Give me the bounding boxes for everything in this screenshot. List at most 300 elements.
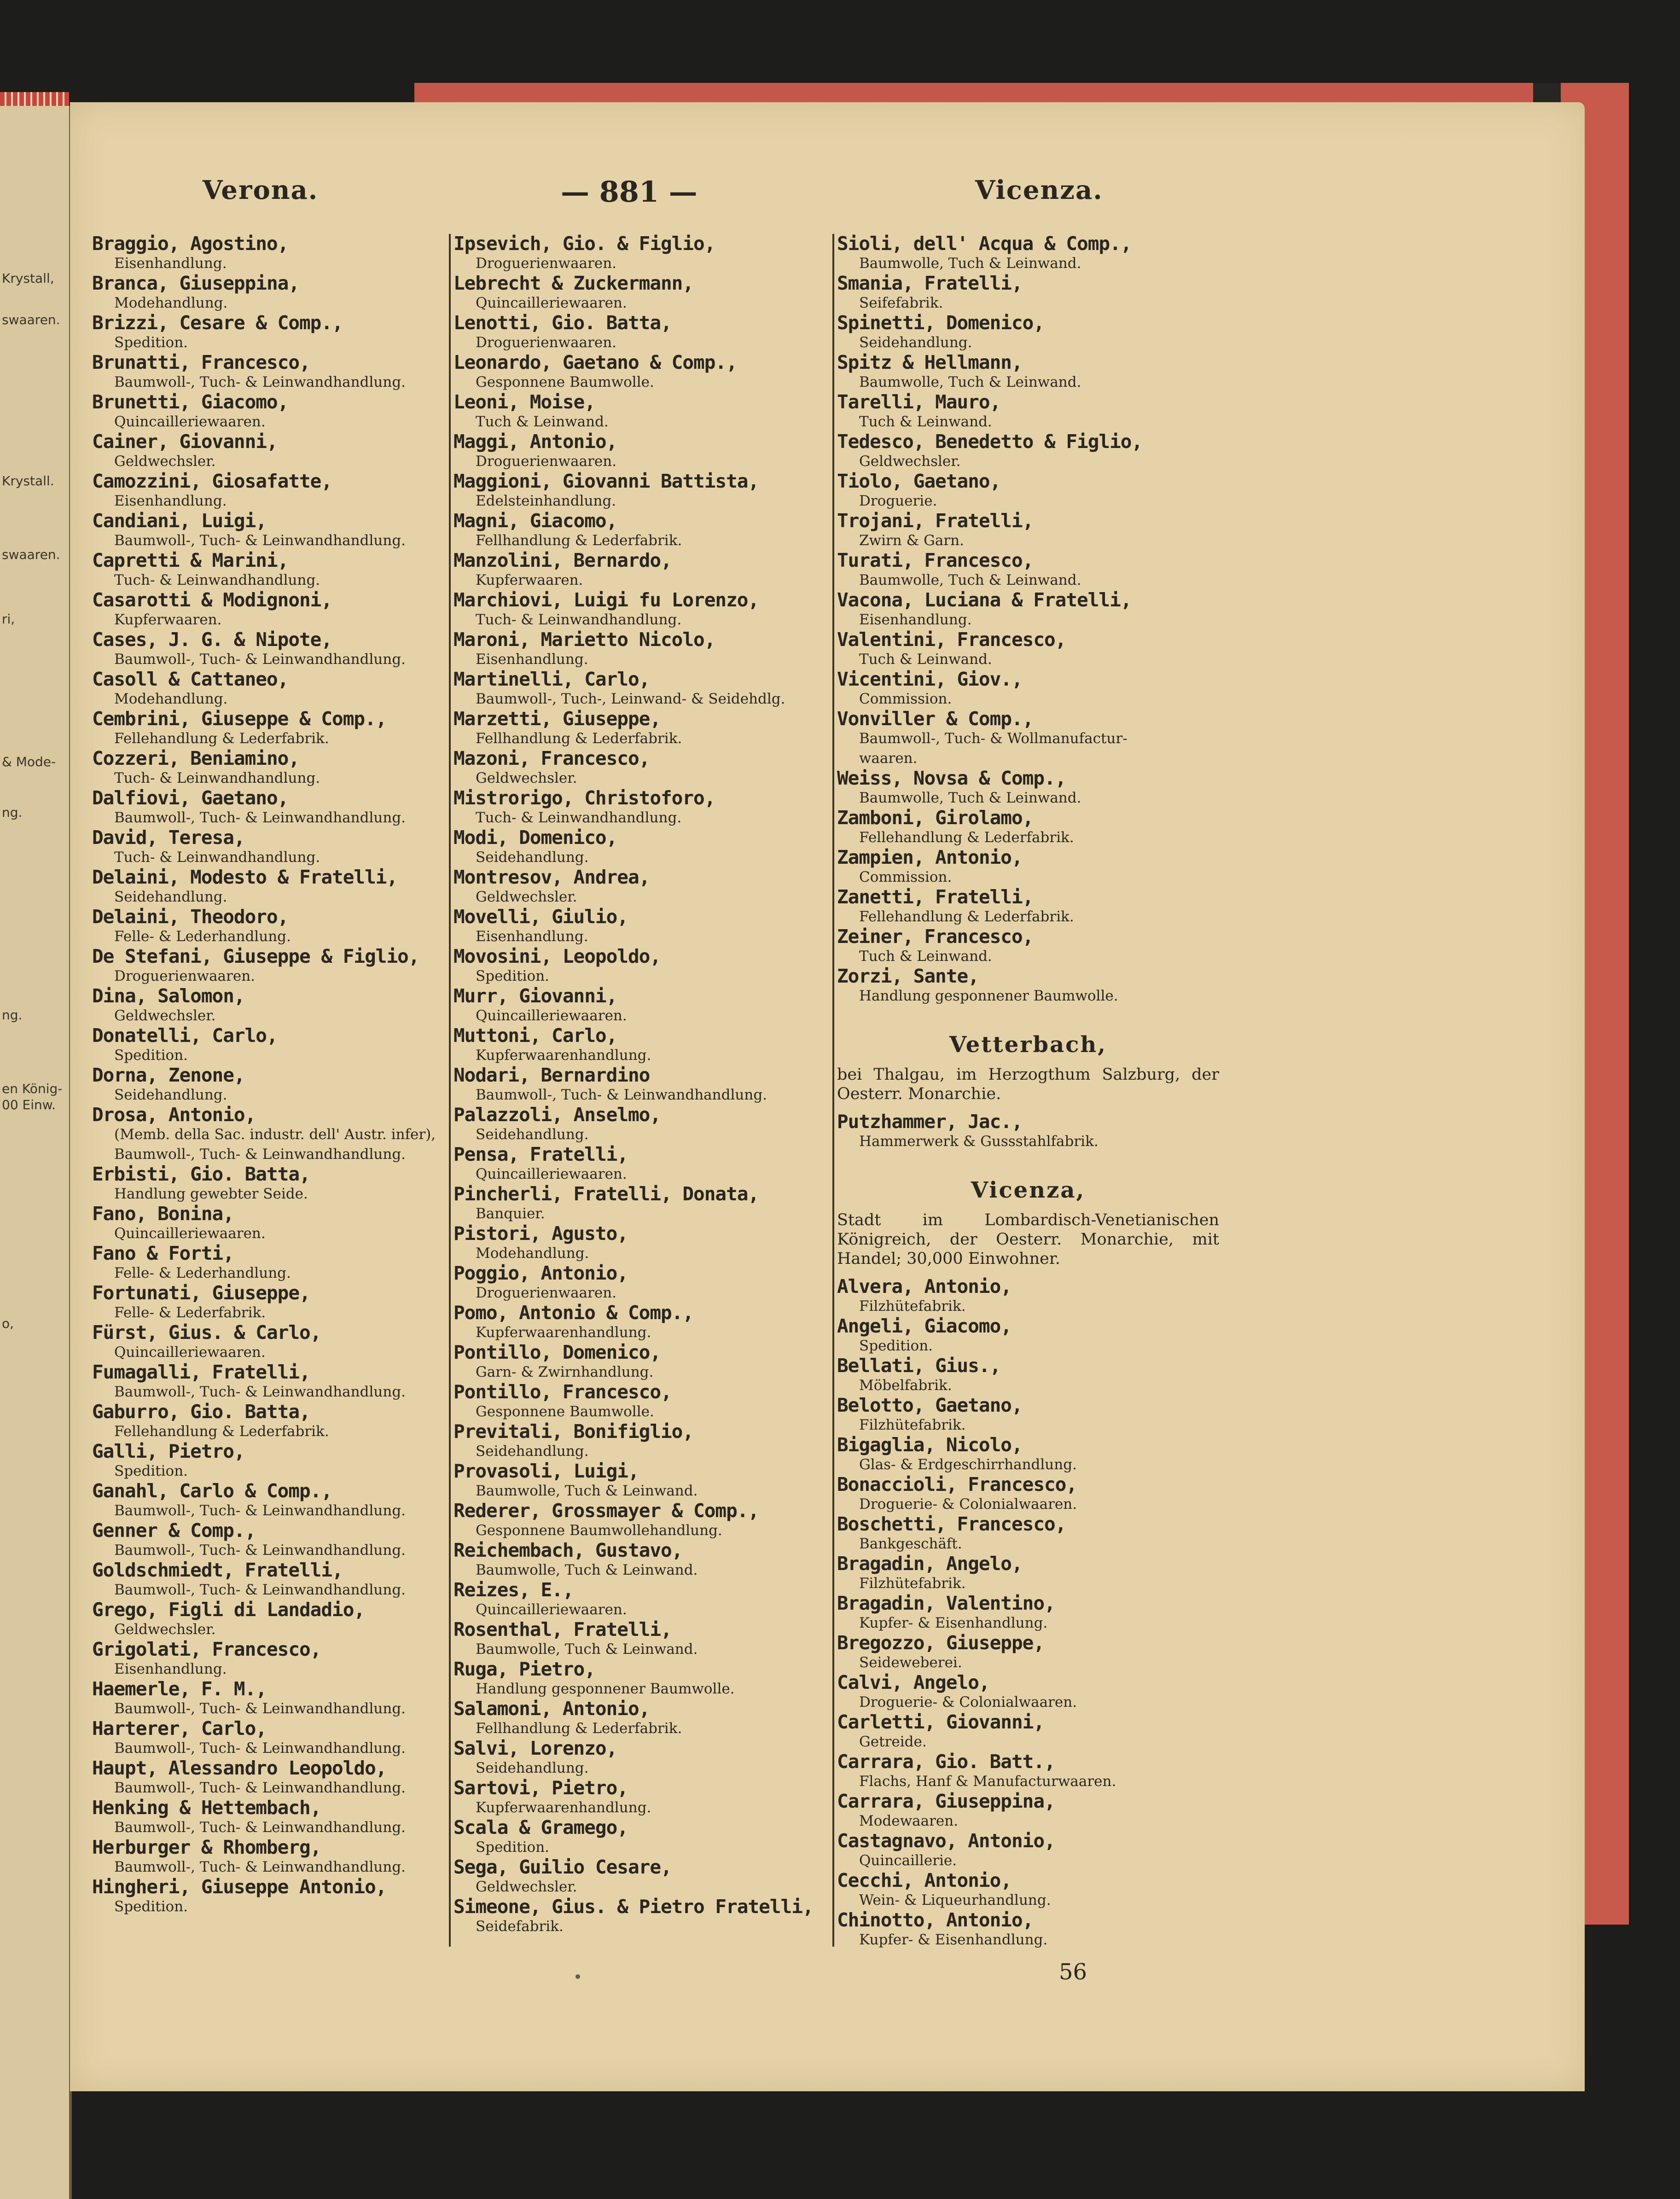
entry-description: Fellehandlung & Lederfabrik.	[859, 829, 1074, 846]
directory-entry	[92, 1521, 442, 1560]
entry-name: Zanetti, Fratelli,	[837, 886, 1034, 908]
entry-name: Calvi, Angelo,	[837, 1671, 990, 1693]
entry-description: Kupfer- & Eisenhandlung.	[859, 1615, 1048, 1631]
entry-description: Baumwoll-, Tuch- & Leinwandhandlung.	[114, 1780, 406, 1796]
directory-entry	[453, 630, 831, 669]
directory-entry	[837, 511, 1219, 551]
entry-name: Brunetti, Giacomo,	[92, 391, 289, 413]
directory-entry	[837, 1396, 1219, 1435]
directory-entry	[92, 867, 442, 907]
entry-description: Kupferwaaren.	[114, 611, 222, 628]
directory-entry	[92, 1481, 442, 1521]
entry-description: Geldwechsler.	[859, 453, 961, 470]
entry-description: Felle- & Lederhandlung.	[114, 1265, 291, 1281]
entry-description: Baumwolle, Tuch & Leinwand.	[859, 255, 1081, 272]
directory-entry	[92, 1560, 442, 1600]
entry-name: Dorna, Zenone,	[92, 1064, 245, 1086]
entry-description: Tuch- & Leinwandhandlung.	[476, 611, 682, 628]
entry-name: Maggioni, Giovanni Battista,	[453, 470, 759, 492]
directory-entry	[453, 1580, 831, 1620]
entry-description: Zwirn & Garn.	[859, 532, 964, 549]
entry-name: Montresov, Andrea,	[453, 866, 650, 888]
entry-name: Galli, Pietro,	[92, 1440, 245, 1462]
entry-description: Seidehandlung.	[476, 1443, 589, 1460]
entry-name: Angeli, Giacomo,	[837, 1315, 1011, 1337]
entry-description: Seidehandlung.	[476, 1760, 589, 1776]
entry-name: Zamboni, Girolamo,	[837, 807, 1034, 829]
directory-entry	[837, 273, 1219, 313]
entry-description: Quincailleriewaaren.	[476, 1601, 627, 1618]
directory-entry	[453, 1026, 831, 1065]
directory-entry	[453, 1541, 831, 1580]
entry-description: Eisenhandlung.	[114, 1661, 227, 1677]
entry-name: Belotto, Gaetano,	[837, 1394, 1023, 1416]
directory-entry	[92, 1798, 442, 1838]
directory-entry	[837, 1514, 1219, 1554]
entry-description: Seidehandlung.	[114, 889, 227, 905]
entry-name: Bregozzo, Giuseppe,	[837, 1632, 1044, 1654]
previous-page-text-fragment: 00 Einw.	[2, 1097, 56, 1112]
entry-description: Eisenhandlung.	[859, 611, 972, 628]
entry-description: Baumwoll-, Tuch- & Leinwandhandlung.	[114, 1384, 406, 1400]
directory-entry	[453, 511, 831, 551]
header-right-city: Vicenza.	[975, 175, 1103, 205]
previous-page-text-fragment: ri,	[2, 611, 15, 627]
directory-entry	[453, 1343, 831, 1382]
entry-description: Quincaillerie.	[859, 1852, 957, 1869]
entry-description: Kupferwaarenhandlung.	[476, 1799, 651, 1816]
entry-name: Haemerle, F. M.,	[92, 1678, 267, 1700]
directory-entry	[837, 1554, 1219, 1594]
entry-description: Commission.	[859, 869, 952, 885]
entry-name: Salamoni, Antonio,	[453, 1698, 650, 1720]
entry-name: Carrara, Giuseppina,	[837, 1790, 1055, 1812]
directory-entry	[92, 669, 442, 709]
entry-description: Baumwoll-, Tuch- & Leinwandhandlung.	[114, 1859, 406, 1875]
entry-name: De Stefani, Giuseppe & Figlio,	[92, 945, 419, 967]
column-2	[449, 234, 831, 1947]
directory-entry	[837, 432, 1219, 471]
directory-entry	[837, 709, 1219, 768]
entry-description: Filzhütefabrik.	[859, 1298, 966, 1315]
directory-entry	[453, 471, 831, 511]
directory-entry	[453, 1659, 831, 1699]
directory-entry	[92, 1362, 442, 1402]
directory-entry	[453, 432, 831, 471]
entry-description: Baumwoll-, Tuch- & Leinwandhandlung.	[114, 1819, 406, 1836]
entry-description: Quincailleriewaaren.	[114, 1344, 266, 1361]
directory-entry	[92, 1204, 442, 1244]
entry-description: Tuch & Leinwand.	[476, 413, 609, 430]
directory-entry	[453, 788, 831, 828]
entry-name: Goldschmiedt, Fratelli,	[92, 1559, 343, 1581]
directory-entry	[837, 1910, 1219, 1950]
entry-name: Ipsevich, Gio. & Figlio,	[453, 233, 715, 255]
directory-entry	[837, 551, 1219, 590]
entry-description: Hammerwerk & Gussstahlfabrik.	[859, 1133, 1099, 1150]
entry-name: Delaini, Modesto & Fratelli,	[92, 866, 398, 888]
entry-name: Sartovi, Pietro,	[453, 1777, 628, 1799]
entry-name: Previtali, Bonifiglio,	[453, 1420, 694, 1443]
entry-name: Pontillo, Francesco,	[453, 1381, 672, 1403]
section-note-vetterbach: bei Thalgau, im Herzogthum Salzburg, der Oesterr. Monarchie.	[837, 1065, 1219, 1103]
entry-description: Baumwoll-, Tuch-, Leinwand- & Seidehdlg.	[476, 691, 785, 707]
entry-name: Putzhammer, Jac.,	[837, 1111, 1023, 1133]
entry-name: Boschetti, Francesco,	[837, 1513, 1066, 1535]
entry-description: Tuch & Leinwand.	[859, 651, 992, 668]
directory-entry	[453, 867, 831, 907]
entry-description: Flachs, Hanf & Manufacturwaaren.	[859, 1773, 1116, 1790]
directory-entry	[453, 1422, 831, 1461]
entry-description: Baumwoll-, Tuch- & Leinwandhandlung.	[114, 1542, 406, 1559]
entry-name: Reichembach, Gustavo,	[453, 1539, 683, 1561]
directory-entry	[837, 1673, 1219, 1712]
directory-entry	[453, 273, 831, 313]
entry-name: Pincherli, Fratelli, Donata,	[453, 1183, 759, 1205]
entry-name: Genner & Comp.,	[92, 1519, 256, 1542]
directory-entry	[92, 1600, 442, 1640]
entry-name: Bonaccioli, Francesco,	[837, 1473, 1077, 1495]
entry-name: Manzolini, Bernardo,	[453, 549, 672, 571]
entry-description: Quincailleriewaaren.	[476, 295, 627, 311]
entry-name: Vacona, Luciana & Fratelli,	[837, 589, 1132, 611]
directory-entry	[453, 1382, 831, 1422]
entry-name: Alvera, Antonio,	[837, 1275, 1011, 1297]
directory-entry	[837, 234, 1219, 273]
entry-name: Turati, Francesco,	[837, 549, 1034, 571]
entry-description: Baumwoll-, Tuch- & Leinwandhandlung.	[114, 1582, 406, 1598]
directory-entry	[453, 1263, 831, 1303]
directory-entry	[837, 1752, 1219, 1792]
directory-entry	[453, 907, 831, 947]
entry-description: Droguerie- & Colonialwaaren.	[859, 1694, 1077, 1710]
entry-name: Provasoli, Luigi,	[453, 1460, 639, 1482]
directory-entry	[453, 1897, 831, 1937]
entry-description: Modehandlung.	[476, 1245, 589, 1262]
entry-name: Murr, Giovanni,	[453, 985, 617, 1007]
directory-entry	[92, 353, 442, 392]
entry-name: Vonviller & Comp.,	[837, 708, 1034, 730]
entry-description: Getreide.	[859, 1734, 927, 1750]
directory-entry	[453, 749, 831, 788]
entry-name: Magni, Giacomo,	[453, 510, 617, 532]
entry-name: Leonardo, Gaetano & Comp.,	[453, 351, 737, 373]
entry-description: Spedition.	[476, 968, 550, 984]
section-note-vicenza: Stadt im Lombardisch-Venetianischen Königreich, der Oesterr. Monarchie, mit Handel; 30,000 Einwohner.	[837, 1211, 1219, 1268]
entry-name: Maggi, Antonio,	[453, 430, 617, 453]
directory-entry	[92, 630, 442, 669]
entry-description: Tuch- & Leinwandhandlung.	[114, 770, 320, 786]
directory-entry	[837, 1435, 1219, 1475]
entry-name: Zeiner, Francesco,	[837, 925, 1034, 948]
entry-name: Rosenthal, Fratelli,	[453, 1618, 672, 1641]
entry-name: Hingheri, Giuseppe Antonio,	[92, 1876, 387, 1898]
entry-description: Eisenhandlung.	[114, 493, 227, 509]
directory-entry	[837, 1356, 1219, 1396]
entry-description: Baumwoll-, Tuch- & Leinwandhandlung.	[114, 374, 406, 390]
entry-description: Baumwoll-, Tuch- & Leinwandhandlung.	[114, 532, 406, 549]
entry-description: Edelsteinhandlung.	[476, 493, 616, 509]
entry-name: Ruga, Pietro,	[453, 1658, 595, 1680]
entry-description: Bankgeschäft.	[859, 1536, 962, 1552]
entry-description: Felle- & Lederfabrik.	[114, 1304, 266, 1321]
entry-description: Kupferwaaren.	[476, 572, 583, 588]
directory-entry	[453, 1303, 831, 1343]
entry-name: Fumagalli, Fratelli,	[92, 1361, 310, 1383]
entry-name: Casarotti & Modignoni,	[92, 589, 332, 611]
entry-description: Quincailleriewaaren.	[476, 1166, 627, 1182]
previous-page-text-fragment: en König-	[2, 1081, 63, 1096]
directory-entry	[92, 1679, 442, 1719]
header-page-number: — 881 —	[561, 175, 698, 209]
entry-description: Fellehandlung & Lederfabrik.	[114, 1423, 329, 1440]
previous-page-text-fragment: swaaren.	[2, 312, 60, 327]
directory-entry	[837, 887, 1219, 927]
entry-name: Fano, Bonina,	[92, 1203, 234, 1225]
directory-entry	[453, 1699, 831, 1739]
entry-name: Brizzi, Cesare & Comp.,	[92, 312, 343, 334]
entry-name: Tedesco, Benedetto & Figlio,	[837, 430, 1143, 453]
entry-name: Rederer, Grossmayer & Comp.,	[453, 1500, 759, 1522]
entry-description: Baumwolle, Tuch & Leinwand.	[859, 374, 1081, 390]
directory-entry	[837, 1792, 1219, 1831]
directory-entry	[92, 551, 442, 590]
previous-page-text-fragment: Krystall.	[2, 473, 54, 489]
entry-name: Haupt, Alessandro Leopoldo,	[92, 1757, 387, 1779]
directory-entry	[453, 1739, 831, 1778]
directory-entry	[92, 234, 442, 273]
directory-entry	[837, 313, 1219, 353]
directory-entry	[453, 590, 831, 630]
directory-entry	[453, 1857, 831, 1897]
signature-number: 56	[1059, 1959, 1087, 1985]
entry-name: Grego, Figli di Landadio,	[92, 1599, 365, 1621]
entry-name: Casoll & Cattaneo,	[92, 668, 289, 690]
entry-description: Kupferwaarenhandlung.	[476, 1324, 651, 1341]
entry-description: Spedition.	[114, 1898, 188, 1915]
entry-name: Scala & Gramego,	[453, 1816, 628, 1838]
entry-name: Sega, Guilio Cesare,	[453, 1856, 672, 1878]
entry-description: Baumwoll-, Tuch- & Leinwandhandlung.	[114, 651, 406, 668]
directory-entry	[92, 709, 442, 749]
directory-entry	[453, 1778, 831, 1818]
directory-entry	[837, 669, 1219, 709]
entry-description: Seideweberei.	[859, 1654, 962, 1671]
entry-name: Dina, Salomon,	[92, 985, 245, 1007]
entry-description: Spedition.	[476, 1839, 550, 1856]
entry-description: Glas- & Erdgeschirrhandlung.	[859, 1456, 1077, 1473]
entry-description: Tuch & Leinwand.	[859, 413, 992, 430]
directory-entry	[453, 1501, 831, 1541]
entry-name: Carrara, Gio. Batt.,	[837, 1751, 1055, 1773]
entry-name: Pistori, Agusto,	[453, 1222, 628, 1245]
entry-name: Zorzi, Sante,	[837, 965, 979, 987]
entry-description: Baumwoll-, Tuch- & Wollmanufactur-	[859, 730, 1128, 747]
directory-entry	[837, 590, 1219, 630]
directory-entry	[92, 1838, 442, 1877]
entry-description: Geldwechsler.	[476, 770, 577, 786]
entry-name: Movelli, Giulio,	[453, 906, 628, 928]
column-1	[92, 234, 442, 1917]
entry-name: Trojani, Fratelli,	[837, 510, 1034, 532]
entry-name: Camozzini, Giosafatte,	[92, 470, 332, 492]
directory-entry	[92, 788, 442, 828]
entry-description: Spedition.	[859, 1338, 933, 1354]
directory-entry	[453, 986, 831, 1026]
entry-name: Bigaglia, Nicolo,	[837, 1434, 1023, 1456]
entry-name: Carletti, Giovanni,	[837, 1711, 1044, 1733]
entry-description: Droguerie- & Colonialwaaren.	[859, 1496, 1077, 1513]
directory-entry	[453, 1105, 831, 1145]
entry-name: Weiss, Novsa & Comp.,	[837, 767, 1066, 789]
directory-entry	[92, 273, 442, 313]
entry-name: Delaini, Theodoro,	[92, 906, 289, 928]
entry-name: Spitz & Hellmann,	[837, 351, 1023, 373]
entry-description: Baumwoll-, Tuch- & Leinwandhandlung.	[476, 1087, 767, 1103]
entry-name: Pomo, Antonio & Comp.,	[453, 1302, 694, 1324]
entry-description: Geldwechsler.	[476, 1879, 577, 1895]
entry-name: Poggio, Antonio,	[453, 1262, 628, 1284]
entry-description: Handlung gewebter Seide.	[114, 1186, 308, 1202]
directory-entry	[92, 1442, 442, 1481]
previous-page-text-fragment: ng.	[2, 1007, 23, 1023]
directory-entry	[92, 1026, 442, 1065]
entry-name: Fano & Forti,	[92, 1242, 234, 1264]
entry-description: Tuch- & Leinwandhandlung.	[114, 849, 320, 866]
entry-description: Kupfer- & Eisenhandlung.	[859, 1931, 1048, 1948]
entry-description: Spedition.	[114, 1463, 188, 1479]
entry-name: Harterer, Carlo,	[92, 1717, 267, 1739]
entry-description: Fellhandlung & Lederfabrik.	[476, 1720, 682, 1737]
entry-description: Banquier.	[476, 1205, 545, 1222]
entry-name: Lenotti, Gio. Batta,	[453, 312, 672, 334]
directory-entry	[92, 1758, 442, 1798]
column-3	[832, 234, 1219, 1947]
entry-description: Filzhütefabrik.	[859, 1575, 966, 1592]
entry-name: Gaburro, Gio. Batta,	[92, 1401, 310, 1423]
entry-description: Garn- & Zwirnhandlung.	[476, 1364, 654, 1380]
entry-description: Seidehandlung.	[859, 334, 972, 351]
directory-entry	[837, 768, 1219, 808]
directory-entry	[453, 234, 831, 273]
entry-description-continued: waaren.	[859, 750, 918, 767]
directory-entry	[92, 590, 442, 630]
directory-entry	[837, 848, 1219, 887]
entry-description: Geldwechsler.	[114, 1621, 216, 1638]
entry-name: Bragadin, Valentino,	[837, 1592, 1055, 1614]
entry-name: Marzetti, Giuseppe,	[453, 708, 661, 730]
directory-entry	[837, 1316, 1219, 1356]
entry-description: Möbelfabrik.	[859, 1377, 952, 1394]
directory-entry	[92, 471, 442, 511]
directory-entry	[837, 808, 1219, 848]
entry-description: Gesponnene Baumwolle.	[476, 374, 654, 390]
directory-entry	[92, 1105, 442, 1164]
entry-name: Brunatti, Francesco,	[92, 351, 310, 373]
entry-description: Geldwechsler.	[114, 1007, 216, 1024]
entry-description: Geldwechsler.	[476, 889, 577, 905]
header-left-city: Verona.	[203, 175, 319, 205]
section-title-vicenza: Vicenza,	[971, 1177, 1086, 1203]
entry-description: Tuch- & Leinwandhandlung.	[114, 572, 320, 588]
entry-description: Baumwolle, Tuch & Leinwand.	[476, 1562, 698, 1578]
directory-entry	[453, 1818, 831, 1857]
previous-page-text-fragment: ng.	[2, 805, 23, 820]
directory-entry	[453, 828, 831, 867]
entry-name: Pensa, Fratelli,	[453, 1143, 628, 1165]
directory-entry	[837, 1277, 1219, 1316]
directory-entry	[453, 551, 831, 590]
entry-name: Pontillo, Domenico,	[453, 1341, 661, 1363]
entry-name: Mistrorigo, Christoforo,	[453, 787, 715, 809]
entry-name: Salvi, Lorenzo,	[453, 1737, 617, 1759]
entry-description: Felle- & Lederhandlung.	[114, 928, 291, 945]
entry-description: Baumwoll-, Tuch- & Leinwandhandlung.	[114, 1740, 406, 1757]
entry-description: Eisenhandlung.	[114, 255, 227, 272]
directory-entry	[453, 1065, 831, 1105]
directory-entry	[453, 353, 831, 392]
directory-entry	[453, 1620, 831, 1659]
entry-name: Ganahl, Carlo & Comp.,	[92, 1480, 332, 1502]
directory-entry	[92, 749, 442, 788]
entry-description: Baumwolle, Tuch & Leinwand.	[859, 572, 1081, 588]
entry-description: Tuch & Leinwand.	[859, 948, 992, 965]
entry-name: Branca, Giuseppina,	[92, 272, 299, 294]
entry-name: Modi, Domenico,	[453, 826, 617, 849]
directory-entry	[92, 1065, 442, 1105]
entry-description: Modewaaren.	[859, 1813, 959, 1829]
entry-description: Filzhütefabrik.	[859, 1417, 966, 1433]
entry-name: Movosini, Leopoldo,	[453, 945, 661, 967]
entry-description: Handlung gesponnener Baumwolle.	[476, 1681, 735, 1697]
directory-entry	[837, 1112, 1219, 1152]
entry-name: Grigolati, Francesco,	[92, 1638, 321, 1660]
directory-entry	[837, 1633, 1219, 1673]
entry-name: Bellati, Gius.,	[837, 1355, 1001, 1377]
entry-description: Fellehandlung & Lederfabrik.	[114, 730, 329, 747]
directory-entry	[837, 1871, 1219, 1910]
entry-name: Tiolo, Gaetano,	[837, 470, 1001, 492]
ink-dot	[576, 1974, 580, 1979]
directory-entry	[92, 392, 442, 432]
directory-entry	[92, 511, 442, 551]
directory-entry	[92, 1283, 442, 1323]
previous-page-edge	[0, 92, 69, 107]
entry-description: Quincailleriewaaren.	[476, 1007, 627, 1024]
entry-name: Cembrini, Giuseppe & Comp.,	[92, 708, 387, 730]
entry-name: Marchiovi, Luigi fu Lorenzo,	[453, 589, 759, 611]
entry-description: Eisenhandlung.	[476, 928, 588, 945]
entry-name: Leoni, Moise,	[453, 391, 595, 413]
directory-entry	[837, 966, 1219, 1006]
entry-name: Cozzeri, Beniamino,	[92, 747, 299, 769]
entry-description: Fellhandlung & Lederfabrik.	[476, 730, 682, 747]
entry-description: Handlung gesponnener Baumwolle.	[859, 988, 1118, 1004]
entry-name: Reizes, E.,	[453, 1579, 574, 1601]
entry-description: Droguerienwaaren.	[476, 334, 617, 351]
directory-entry	[92, 313, 442, 353]
directory-entry	[453, 1145, 831, 1184]
entry-name: Smania, Fratelli,	[837, 272, 1023, 294]
entry-description: Droguerienwaaren.	[476, 255, 617, 272]
previous-page	[0, 106, 72, 2199]
entry-name: Drosa, Antonio,	[92, 1104, 256, 1126]
directory-entry	[453, 709, 831, 749]
directory-entry	[453, 1184, 831, 1224]
entry-name: Valentini, Francesco,	[837, 628, 1066, 651]
directory-entry	[92, 1402, 442, 1442]
entry-description: Eisenhandlung.	[476, 651, 588, 668]
